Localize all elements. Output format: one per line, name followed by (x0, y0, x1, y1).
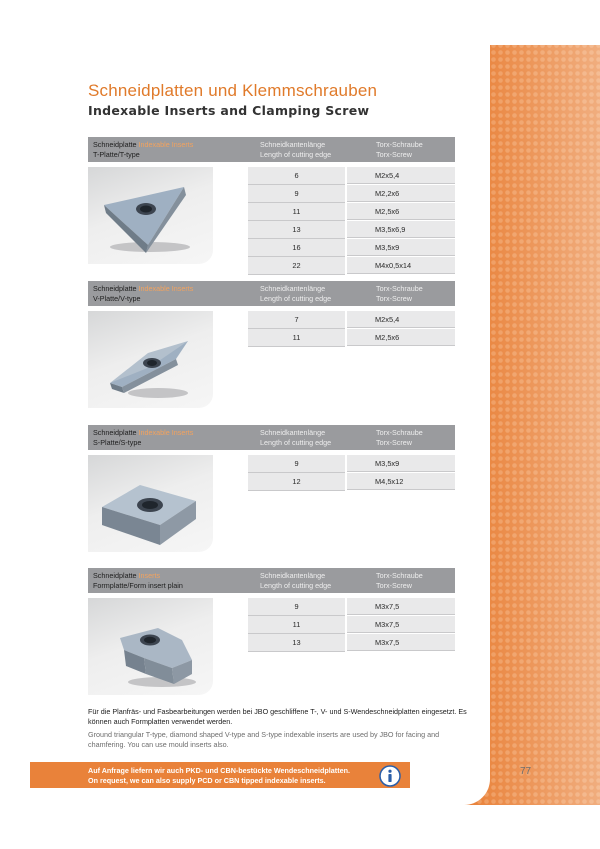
screw-cell: M4x0,5x14 (347, 257, 455, 274)
col-screw-de: Torx-Schraube (376, 571, 423, 580)
table-row (248, 185, 455, 202)
length-cell: 9 (248, 598, 345, 616)
table-row (248, 221, 455, 238)
col-length-en: Length of cutting edge (260, 150, 332, 159)
length-cell: 9 (248, 455, 345, 473)
header-col-length (260, 140, 331, 160)
length-cell: 13 (248, 221, 345, 239)
spec-table (248, 167, 455, 275)
screw-cell: M3x7,5 (347, 598, 455, 615)
table-row (248, 257, 455, 274)
section-v-type (88, 281, 455, 411)
label-en: Inserts (138, 571, 161, 580)
table-row (248, 311, 455, 328)
square-insert-icon (88, 455, 213, 552)
body-text-en: Ground triangular T-type, diamond shaped V-type and S-type indexable inserts are used by JBO for facing and chamfering. You can use mould inserts also. (88, 730, 440, 749)
screw-cell: M3x7,5 (347, 634, 455, 651)
col-length-en: Length of cutting edge (260, 581, 332, 590)
insert-type: T-Platte/T-type (93, 150, 140, 159)
insert-photo (88, 167, 213, 264)
length-cell: 11 (248, 329, 345, 347)
table-row (248, 616, 455, 633)
header-col-insert (93, 428, 193, 448)
length-cell: 9 (248, 185, 345, 203)
label-en: Indexable Inserts (138, 284, 194, 293)
col-length-de: Schneidkantenlänge (260, 140, 326, 149)
length-cell: 11 (248, 203, 345, 221)
col-screw-en: Torx-Screw (376, 150, 412, 159)
insert-photo (88, 455, 213, 552)
form-insert-icon (88, 598, 213, 695)
header-col-length (260, 284, 331, 304)
header-col-screw (376, 284, 423, 304)
section-header (88, 137, 455, 162)
header-col-length (260, 571, 331, 591)
header-col-screw (376, 571, 423, 591)
length-cell: 13 (248, 634, 345, 652)
section-s-type (88, 425, 455, 555)
diamond-insert-icon (88, 311, 213, 408)
page-subtitle: Indexable Inserts and Clamping Screw (88, 103, 370, 118)
label-de: Schneidplatte (93, 571, 137, 580)
header-col-insert (93, 571, 183, 591)
page-number: 77 (520, 766, 532, 777)
label-de: Schneidplatte (93, 284, 137, 293)
triangular-insert-icon (88, 167, 213, 264)
col-length-en: Length of cutting edge (260, 438, 332, 447)
header-col-length (260, 428, 331, 448)
length-cell: 6 (248, 167, 345, 185)
section-header (88, 425, 455, 450)
screw-cell: M3,5x9 (347, 239, 455, 256)
section-form-insert (88, 568, 455, 698)
section-header (88, 281, 455, 306)
header-col-screw (376, 428, 423, 448)
footer-text-de: Auf Anfrage liefern wir auch PKD- und CBN-bestückte Wendeschneidplatten. (88, 766, 350, 775)
screw-cell: M3x7,5 (347, 616, 455, 633)
screw-cell: M2,5x6 (347, 203, 455, 220)
length-cell: 12 (248, 473, 345, 491)
col-length-de: Schneidkantenlänge (260, 284, 326, 293)
info-icon (379, 765, 401, 787)
label-en: Indexable Inserts (138, 140, 194, 149)
col-screw-en: Torx-Screw (376, 294, 412, 303)
footer-banner (30, 762, 410, 788)
col-screw-de: Torx-Schraube (376, 140, 423, 149)
screw-cell: M2x5,4 (347, 311, 455, 328)
screw-cell: M2,2x6 (347, 185, 455, 202)
section-t-type (88, 137, 455, 270)
table-row (248, 239, 455, 256)
length-cell: 11 (248, 616, 345, 634)
body-text-de: Für die Planfräs- und Fasbearbeitungen werden bei JBO geschliffene T-, V- und S-Wendeschneidplatten eingesetzt. Es können auch Formplatten verwendet werden. (88, 707, 467, 726)
col-screw-en: Torx-Screw (376, 438, 412, 447)
col-length-en: Length of cutting edge (260, 294, 332, 303)
table-row (248, 455, 455, 472)
screw-cell: M4,5x12 (347, 473, 455, 490)
col-screw-de: Torx-Schraube (376, 284, 423, 293)
header-col-insert (93, 284, 193, 304)
length-cell: 22 (248, 257, 345, 275)
col-length-de: Schneidkantenlänge (260, 428, 326, 437)
col-length-de: Schneidkantenlänge (260, 571, 326, 580)
label-de: Schneidplatte (93, 140, 137, 149)
length-cell: 16 (248, 239, 345, 257)
col-screw-en: Torx-Screw (376, 581, 412, 590)
insert-type: S-Platte/S-type (93, 438, 142, 447)
length-cell: 7 (248, 311, 345, 329)
insert-photo (88, 598, 213, 695)
section-header (88, 568, 455, 593)
table-row (248, 598, 455, 615)
insert-photo (88, 311, 213, 408)
screw-cell: M3,5x6,9 (347, 221, 455, 238)
page-title: Schneidplatten und Klemmschrauben (88, 81, 378, 100)
insert-type: V-Platte/V-type (93, 294, 141, 303)
label-en: Indexable Inserts (138, 428, 194, 437)
header-col-insert (93, 140, 193, 160)
header-col-screw (376, 140, 423, 160)
table-row (248, 634, 455, 651)
spec-table (248, 311, 455, 347)
screw-cell: M2x5,4 (347, 167, 455, 184)
table-row (248, 167, 455, 184)
label-de: Schneidplatte (93, 428, 137, 437)
table-row (248, 329, 455, 346)
table-row (248, 473, 455, 490)
spec-table (248, 455, 455, 491)
col-screw-de: Torx-Schraube (376, 428, 423, 437)
footer-text-en: On request, we can also supply PCD or CBN tipped indexable inserts. (88, 776, 326, 785)
table-row (248, 203, 455, 220)
screw-cell: M2,5x6 (347, 329, 455, 346)
insert-type: Formplatte/Form insert plain (93, 581, 183, 590)
screw-cell: M3,5x9 (347, 455, 455, 472)
spec-table (248, 598, 455, 652)
